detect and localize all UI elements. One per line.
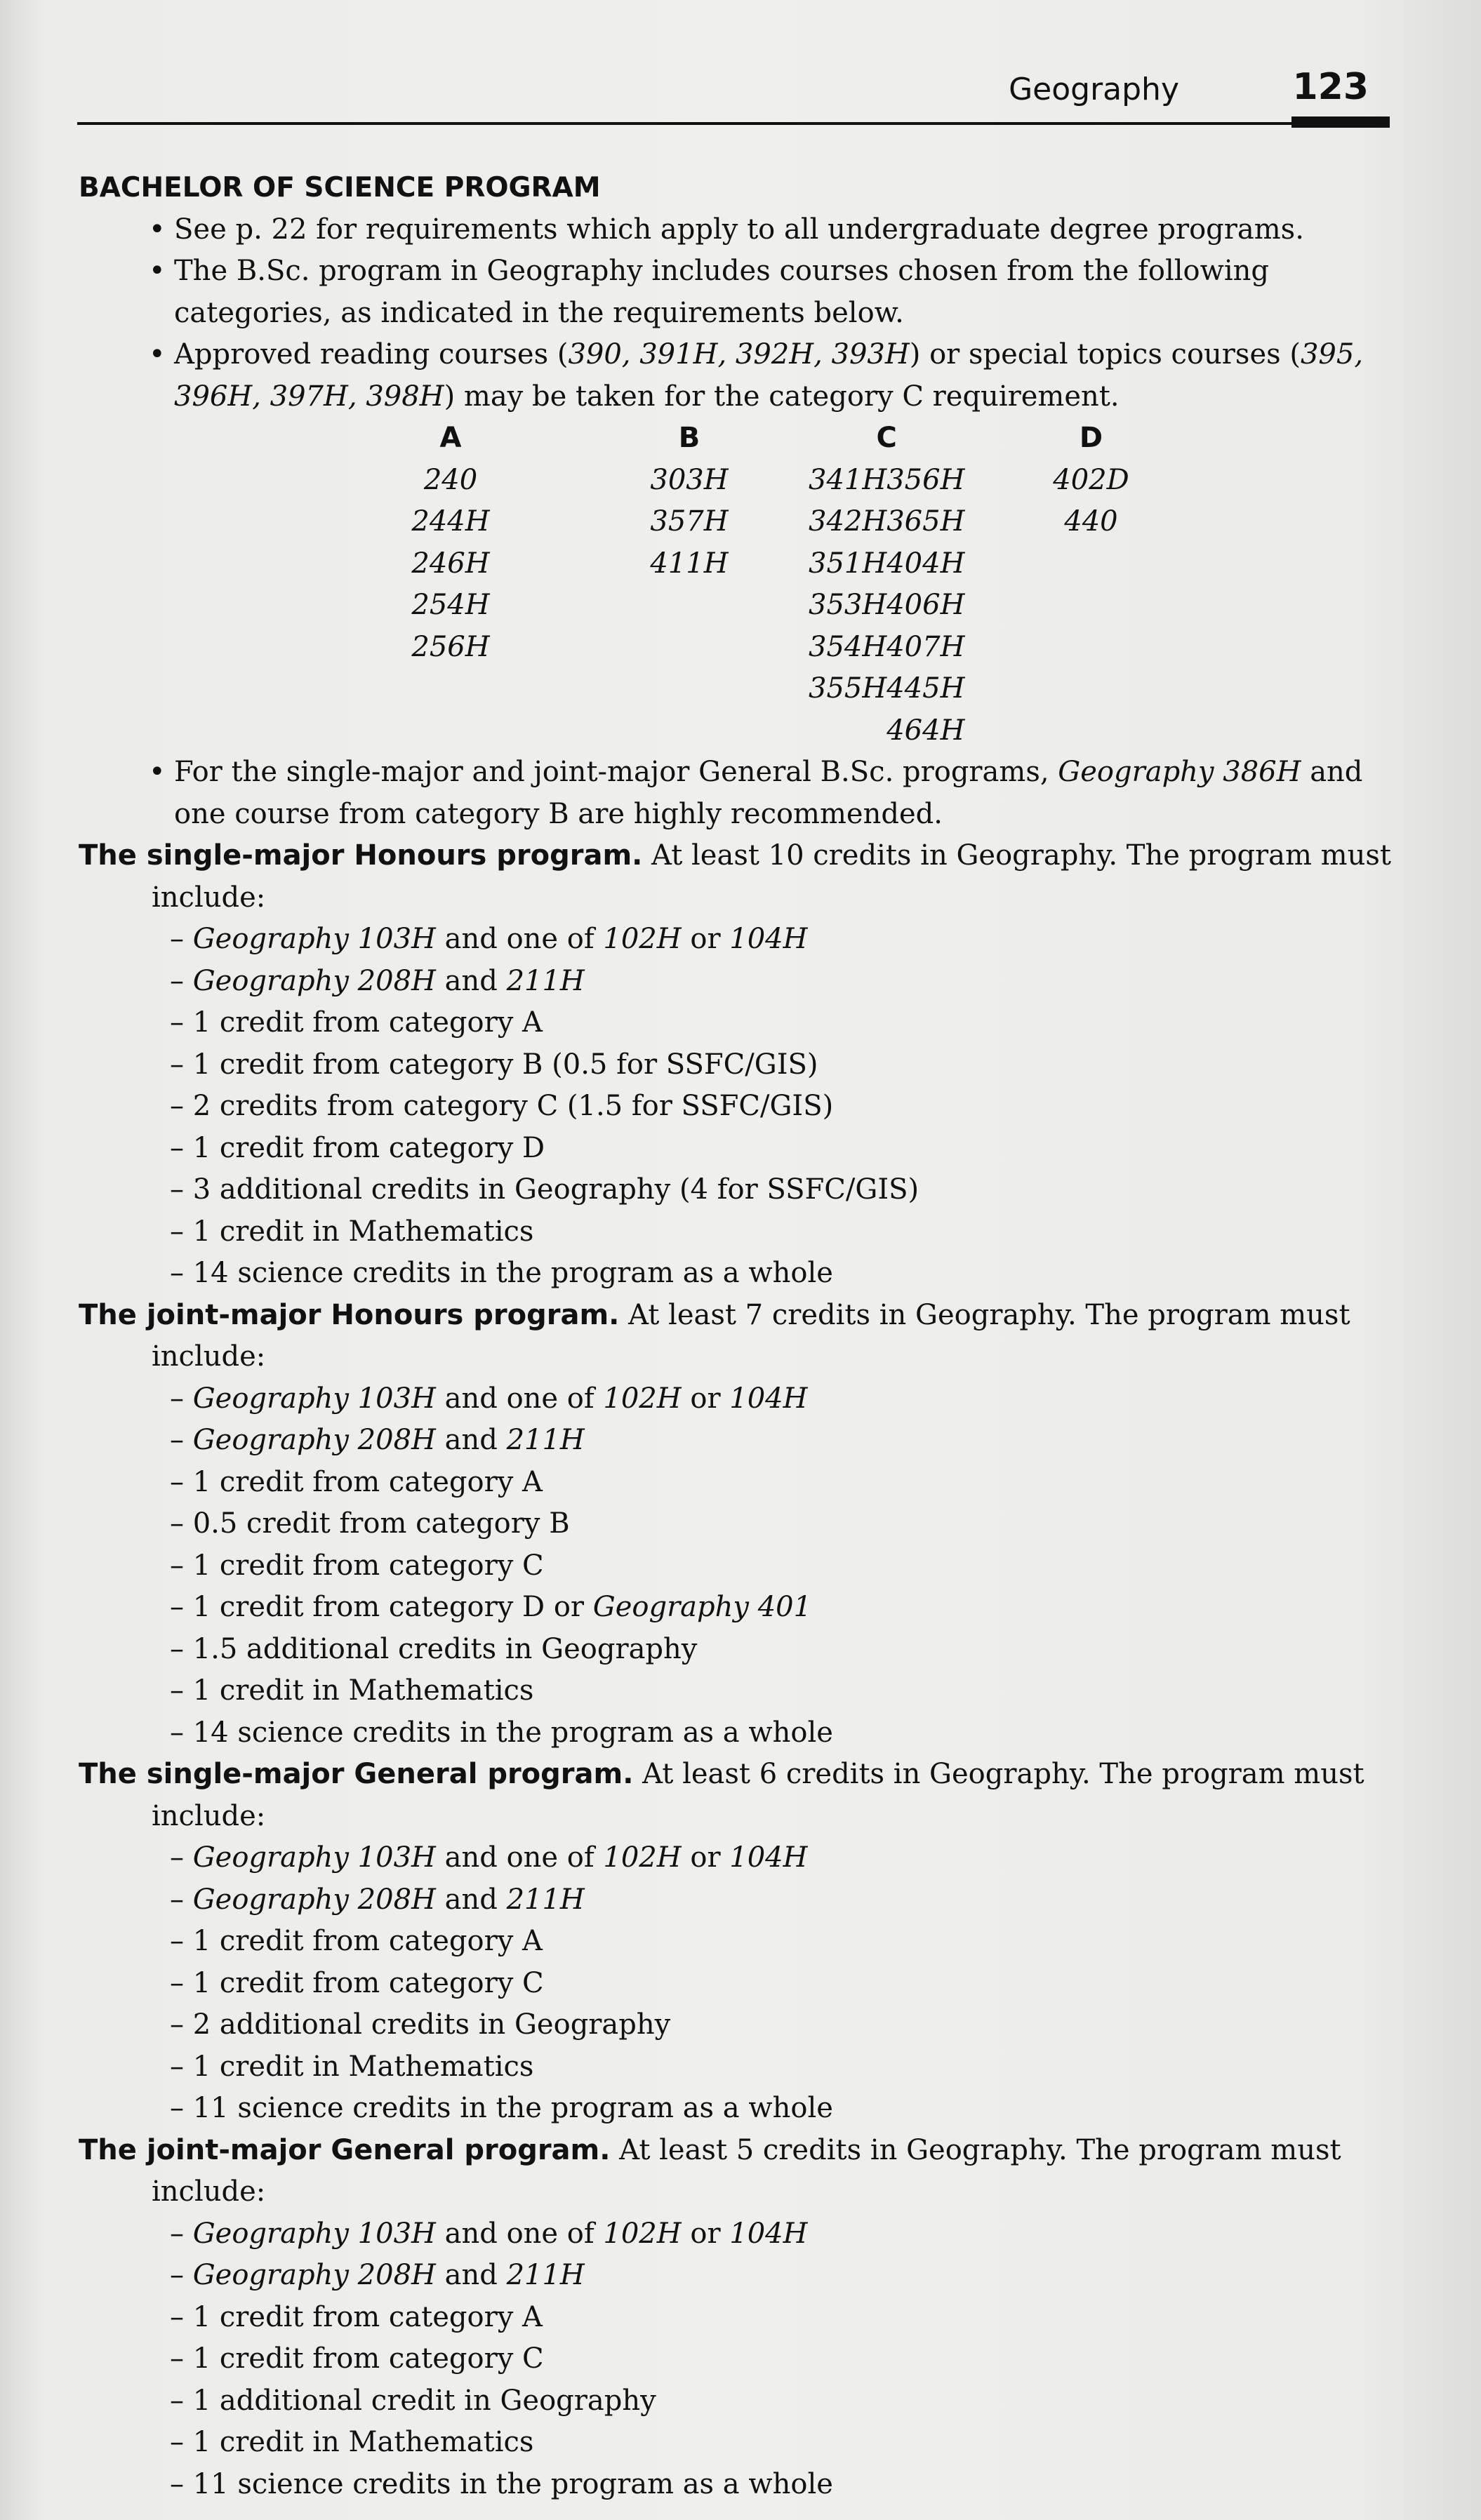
requirement-item: – 11 science credits in the program as a whole (79, 2088, 1398, 2130)
requirement-list (79, 1837, 1398, 2130)
intro-bullet: • Approved reading courses (390, 391H, 392H, 393H) or special topics courses (395, 396H, 397H, 398H) may be taken for the category C requirement. (79, 334, 1398, 418)
requirement-item: – Geography 208H and 211H (79, 961, 1398, 1003)
requirement-item: – 0.5 credit from category B (79, 1503, 1398, 1545)
category-header-row (331, 418, 1217, 460)
page-number: 123 (1292, 66, 1369, 108)
category-c-cell: 445H (886, 672, 965, 705)
category-row (331, 710, 1217, 752)
category-c-cell: 404H (886, 547, 965, 580)
requirement-item: – 1 credit from category D or Geography 401 (79, 1587, 1398, 1629)
requirement-item: – 14 science credits in the program as a whole (79, 1253, 1398, 1295)
section-heading (79, 2130, 1398, 2213)
requirement-item: – 1 credit in Mathematics (79, 1670, 1398, 1712)
recommend-bullet: • For the single-major and joint-major General B.Sc. programs, Geography 386H and one course from category B are highly recommended. (79, 752, 1398, 835)
requirement-item: – Geography 103H and one of 102H or 104H (79, 919, 1398, 961)
section-heading (79, 835, 1398, 919)
category-b-cell: 411H (650, 547, 729, 580)
category-d-cell: 440 (1064, 505, 1118, 538)
program-section (79, 835, 1398, 1295)
category-c-cell: 351H (809, 547, 887, 580)
category-a-cell: 256H (411, 630, 490, 663)
requirement-item: – Geography 208H and 211H (79, 2255, 1398, 2297)
intro-bullet: • See p. 22 for requirements which apply to all undergraduate degree programs. (79, 209, 1398, 251)
requirement-item: – Geography 103H and one of 102H or 104H (79, 2213, 1398, 2255)
category-header-b: B (678, 422, 700, 454)
requirement-item: – 1 credit from category C (79, 1545, 1398, 1587)
requirement-item: – 1.5 additional credits in Geography (79, 1629, 1398, 1671)
category-row (331, 585, 1217, 627)
intro-bullets (79, 209, 1398, 418)
requirement-item: – 1 credit in Mathematics (79, 1211, 1398, 1253)
category-b-cell (570, 585, 809, 627)
category-a-cell: 254H (411, 589, 490, 621)
category-c-cell: 354H (809, 630, 887, 663)
category-header-a: A (439, 422, 462, 454)
category-c-cell: 356H (886, 463, 965, 496)
category-table-body (331, 460, 1217, 752)
category-d-cell (964, 627, 1217, 669)
category-d-cell (964, 543, 1217, 585)
program-section (79, 1295, 1398, 1754)
category-a-cell (331, 668, 570, 710)
section-heading (79, 1754, 1398, 1837)
requirement-item: – 11 science credits in the program as a whole (79, 2464, 1398, 2506)
requirement-item: – 3 additional credits in Geography (4 for SSFC/GIS) (79, 1169, 1398, 1211)
requirement-item: – 1 credit from category A (79, 1002, 1398, 1044)
category-b-cell (570, 668, 809, 710)
program-section (79, 2130, 1398, 2506)
category-header-c: C (876, 422, 897, 454)
header-rule-accent (1291, 116, 1390, 128)
section-description: At least 5 credits in Geography. The program must include: (152, 2133, 1341, 2208)
requirement-item: – 2 additional credits in Geography (79, 2004, 1398, 2046)
section-description: At least 7 credits in Geography. The program must include: (152, 1298, 1350, 1373)
requirement-item: – Geography 208H and 211H (79, 1420, 1398, 1462)
requirement-item: – 1 credit from category C (79, 2338, 1398, 2380)
intro-bullet: • The B.Sc. program in Geography includes courses chosen from the following categories, as indicated in the requirements below. (79, 251, 1398, 334)
page-header (77, 63, 1390, 133)
category-a-cell: 240 (423, 463, 478, 496)
category-c-cell (809, 710, 886, 752)
section-title: The joint-major Honours program. (79, 1298, 620, 1331)
requirement-list (79, 919, 1398, 1295)
category-a-cell (331, 710, 570, 752)
category-row (331, 501, 1217, 543)
category-b-cell (570, 710, 809, 752)
recommend-bullets (79, 752, 1398, 835)
requirement-item: – Geography 208H and 211H (79, 1879, 1398, 1921)
category-d-cell (964, 585, 1217, 627)
requirement-item: – Geography 103H and one of 102H or 104H (79, 1378, 1398, 1420)
section-title: The joint-major General program. (79, 2133, 611, 2166)
header-topic: Geography (1009, 72, 1179, 107)
requirement-list (79, 2213, 1398, 2506)
requirement-item: – 1 credit in Mathematics (79, 2422, 1398, 2464)
requirement-item: – 14 science credits in the program as a whole (79, 1712, 1398, 1754)
header-rule (77, 122, 1390, 125)
category-c-cell: 341H (809, 463, 887, 496)
category-b-cell: 357H (650, 505, 729, 538)
requirement-item: – 1 credit in Mathematics (79, 2046, 1398, 2088)
category-row (331, 460, 1217, 502)
program-sections (79, 835, 1398, 2505)
requirement-item: – 1 credit from category D (79, 1128, 1398, 1170)
program-heading: BACHELOR OF SCIENCE PROGRAM (79, 172, 601, 204)
category-d-cell (964, 668, 1217, 710)
category-c-cell: 464H (886, 714, 965, 747)
category-row (331, 543, 1217, 585)
category-row (331, 627, 1217, 669)
requirement-item: – 1 credit from category A (79, 1921, 1398, 1963)
category-a-cell: 244H (411, 505, 490, 538)
page-content (79, 167, 1398, 2505)
category-row (331, 668, 1217, 710)
requirement-item: – 1 credit from category C (79, 1963, 1398, 2005)
section-title: The single-major Honours program. (79, 839, 643, 872)
category-c-cell: 407H (886, 630, 965, 663)
requirement-item: – 1 credit from category B (0.5 for SSFC/GIS) (79, 1044, 1398, 1086)
category-table (331, 418, 1217, 752)
category-c-cell: 342H (809, 505, 887, 538)
requirement-item: – 1 additional credit in Geography (79, 2380, 1398, 2422)
category-c-cell: 406H (886, 589, 965, 621)
requirement-item: – 1 credit from category A (79, 1462, 1398, 1504)
category-b-cell: 303H (650, 463, 729, 496)
requirement-item: – Geography 103H and one of 102H or 104H (79, 1837, 1398, 1879)
section-title: The single-major General program. (79, 1758, 634, 1790)
section-heading (79, 1295, 1398, 1378)
program-section (79, 1754, 1398, 2130)
category-c-cell: 355H (809, 672, 887, 705)
category-b-cell (570, 627, 809, 669)
requirement-list (79, 1378, 1398, 1754)
requirement-item: – 2 credits from category C (1.5 for SSFC/GIS) (79, 1086, 1398, 1128)
category-a-cell: 246H (411, 547, 490, 580)
category-c-cell: 353H (809, 589, 887, 621)
category-c-cell: 365H (886, 505, 965, 538)
requirement-item: – 1 credit from category A (79, 2297, 1398, 2339)
category-d-cell (964, 710, 1217, 752)
category-header-d: D (1079, 422, 1103, 454)
section-description: At least 10 credits in Geography. The program must include: (152, 839, 1391, 914)
category-d-cell: 402D (1053, 463, 1129, 496)
section-description: At least 6 credits in Geography. The program must include: (152, 1758, 1364, 1832)
